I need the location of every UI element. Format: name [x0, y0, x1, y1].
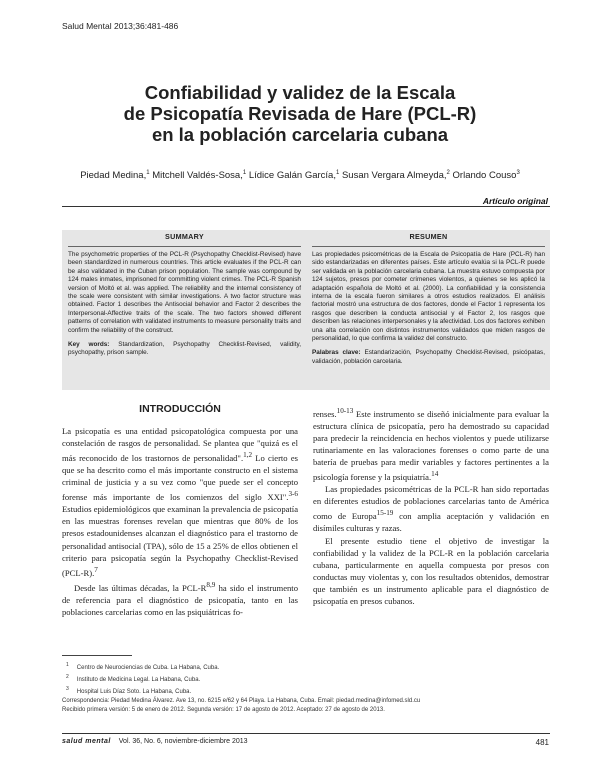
author-affiliation: 1 [335, 170, 340, 176]
keywords-text: Standardization, Psychopathy Checklist-Revised, validity, psychopathy, prison sample. [68, 341, 301, 357]
page-footer [62, 738, 248, 745]
footnote-item [62, 685, 552, 697]
article-type: Artículo original [482, 196, 548, 206]
author-name: Orlando Couso [452, 170, 517, 182]
footnote-divider [62, 655, 132, 656]
author-list [40, 170, 560, 181]
keywords-label: Key words: [68, 341, 110, 349]
body-right-column [313, 405, 549, 607]
footnote-marker: 3 [66, 686, 69, 692]
summary-text: The psychometric properties of the PCL-R (Psychopathy Checklist-Revised) have been standardized in numerous countries. This article evaluates if the PCL-R can be also validated in the Cuban prison population. The sample was compound by 124 males inmates, imprisoned for committing violent crimes. The PCL-R Spanish version of Moltó et al. was applied. The reliability and the internal consistency of the scale were consistent with similar investigations. A two factor structure was obtained. Factor 1 describes the Antisocial behavior and Factor 2 describes the Interpersonal-Affective traits of the scale. The two factors showed different patterns of correlation with validated instruments to measure personality traits and confirm the reliability of the construct. [68, 251, 301, 334]
body-text: ha sido el instrumento de referencia para el diagnóstico de psicopatía, tanto en las poblaciones carcelarias como en las psiquiátricas fo- [62, 582, 298, 617]
correspondence: Correspondencia: Piedad Medina Álvarez. Ave 13, no. 6215 e/62 y 64 Playa. La Habana, Cuba. Email: piedad.medina@infomed.sld.cu [62, 698, 421, 704]
footnotes [62, 661, 552, 715]
journal-citation: Vol. 36, No. 6, noviembre-diciembre 2013 [118, 738, 248, 745]
title-line-2: de Psicopatía Revisada de Hare (PCL-R) [123, 103, 477, 124]
body-paragraph [62, 579, 298, 618]
author-name: Susan Vergara Almeyda, [341, 170, 447, 182]
citation-ref: 8,9 [206, 580, 216, 589]
citation-ref: 7 [94, 565, 98, 574]
citation-ref: 10-13 [336, 407, 354, 415]
body-left-column [62, 425, 298, 618]
resumen-section [312, 233, 545, 366]
body-paragraph [313, 405, 549, 483]
body-paragraph [62, 425, 298, 579]
title-line-3: en la población carcelaria cubana [151, 124, 449, 145]
citation-ref: 3-6 [288, 490, 298, 499]
introduction-heading: INTRODUCCIÓN [139, 403, 221, 415]
resumen-text: Las propiedades psicométricas de la Escala de Psicopatía de Hare (PCL-R) han sido estandarizadas en diferentes países. Este artículo evalúa si la PCL-R puede ser validada en la población carcelaria cubana. La muestra estuvo compuesta por 124 sujetos, presos por cometer crímenes violentos, a quienes se les aplicó la adaptación española de Moltó et al. (2000). La confiabilidad y la consistencia interna de la escala fueron similares a otros estudios realizados. El análisis factorial mostró una estructura de dos factores, donde el Factor 1 representa los rasgos que describen la conducta antisocial y el Factor 2, los rasgos que describen las relaciones interpersonales y la afectividad. Los dos factores exhiben una alta correlación con distintos instrumentos validados que miden rasgos de personalidad, lo que confirma la validez del constructo. [312, 251, 545, 343]
resumen-keywords [312, 349, 545, 366]
citation-ref: 1,2 [243, 451, 253, 460]
body-text: renses. [313, 408, 337, 419]
body-paragraph [313, 483, 549, 534]
title-line-1: Confiabilidad y validez de la Escala [144, 82, 456, 103]
author-affiliation: 2 [446, 170, 450, 176]
page-number: 481 [535, 738, 549, 747]
footnote-marker: 2 [66, 674, 69, 680]
author-name: Mitchell Valdés-Sosa, [152, 170, 243, 182]
summary-keywords [68, 341, 301, 358]
palabras-clave-label: Palabras clave: [312, 349, 361, 357]
running-head: Salud Mental 2013;36:481-486 [62, 21, 179, 31]
citation-ref: 15-19 [376, 509, 394, 518]
resumen-heading: RESUMEN [409, 232, 448, 241]
summary-section [68, 233, 301, 358]
resumen-heading-rule [312, 246, 545, 247]
footnote-text: Instituto de Medicina Legal. La Habana, Cuba. [76, 677, 201, 683]
palabras-clave-text: Estandarización, Psychopathy Checklist-Revised, psicópatas, validación, población carcelaria. [312, 349, 546, 365]
journal-brand [62, 738, 111, 745]
header-divider [62, 206, 550, 207]
author-affiliation: 1 [146, 170, 150, 176]
brand-word: mental [85, 738, 111, 745]
article-title [40, 82, 560, 145]
footnote-text: Hospital Luis Díaz Soto. La Habana, Cuba. [76, 689, 192, 695]
body-text: Las propiedades psicométricas de la PCL-R han sido reportadas en diferentes estudios de poblaciones carcelarias tanto de América como de Europa [313, 484, 549, 522]
body-text: Desde las últimas décadas, la PCL-R [74, 582, 207, 593]
body-text: con amplia aceptación y validación en disímiles culturas y razas. [313, 511, 549, 534]
footnote-text: Centro de Neurociencias de Cuba. La Habana, Cuba. [76, 665, 220, 671]
summary-heading: SUMMARY [165, 232, 204, 241]
received-dates: Recibido primera versión: 5 de enero de 2012. Segunda versión: 17 de agosto de 2012. Aceptado: 27 de agosto de 2013. [62, 707, 385, 713]
author-name: Lídice Galán García, [248, 170, 336, 182]
footer-divider [62, 733, 550, 734]
brand-word: salud [62, 738, 83, 745]
footnote-marker: 1 [66, 662, 69, 668]
footnote-item [62, 661, 552, 673]
body-text: La psicopatía es una entidad psicopatológica compuesta por una constelación de rasgos de personalidad. Se plantea que "quizá es el más reconocido de los trastornos de personalidad". [62, 426, 298, 464]
body-text: Lo cierto es que se ha descrito como el más importante constructo en el sistema criminal de justicia y a su vez como "que puede ser el concepto forense más importante de los comienzos del siglo XXI". [62, 453, 298, 503]
body-text: Estudios epidemiológicos que examinan la prevalencia de psicopatía en las muestras forenses revelan que mientras que 80% de los presos estadounidenses alcanzan el diagnóstico para el trastorno de personalidad antisocial (TPA), sólo de 15 a 25% de ellos obtienen el criterio para psicopatía según la Psychopathy Checklist-Revised (PCL-R). [62, 504, 299, 578]
citation-ref: 14 [431, 470, 439, 479]
author-affiliation: 1 [242, 170, 247, 176]
body-paragraph: El presente estudio tiene el objetivo de investigar la confiabilidad y la validez de la PCL-R en la población carcelaria cubana, particularmente en aquella compuesta por presos con conductas muy violentas y, con los resultados obtenidos, demostrar que también es un instrumento aplicable para el diagnóstico de psicopatía en presos cubanos. [313, 535, 549, 606]
author-affiliation: 3 [516, 170, 520, 176]
author-name: Piedad Medina, [80, 170, 147, 182]
body-text: Este instrumento se diseñó inicialmente para evaluar la estructura clínica de psicopatía, pero ha demostrado su capacidad para predecir la reincidencia en hechos violentos y puede utilizarse rutinariamente en las valoraciones forenses o como parte de una batería de pruebas para medir variables y factores pertinentes a la psicología forense y la psiquiatría. [313, 408, 549, 483]
summary-heading-rule [68, 246, 301, 247]
footnote-item [62, 673, 552, 685]
